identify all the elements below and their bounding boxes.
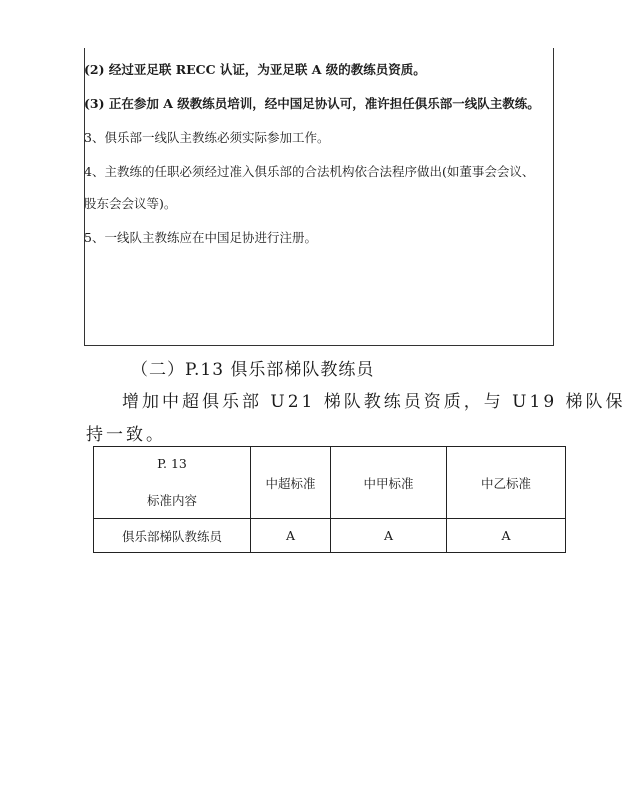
standards-table bbox=[93, 446, 566, 553]
section-heading: （二）P.13 俱乐部梯队教练员 bbox=[131, 360, 375, 380]
header-cell-cl1: 中甲标准 bbox=[331, 447, 447, 519]
row-cell-csl: A bbox=[251, 519, 331, 553]
section-paragraph-line2: 持一致。 bbox=[86, 425, 166, 445]
row-label-cell: 俱乐部梯队教练员 bbox=[94, 519, 251, 553]
requirement-rule-4: 4、主教练的任职必须经过准入俱乐部的合法机构依合法程序做出(如董事会会议、 bbox=[84, 164, 535, 179]
header-code: P. 13 bbox=[157, 456, 187, 471]
table-row bbox=[94, 519, 566, 553]
requirement-rule-3: 3、俱乐部一线队主教练必须实际参加工作。 bbox=[84, 130, 330, 145]
header-label: 标准内容 bbox=[146, 493, 197, 508]
requirement-rule-4-cont: 股东会会议等)。 bbox=[84, 196, 177, 211]
row-cell-cl2: A bbox=[447, 519, 566, 553]
header-cell-cl2: 中乙标准 bbox=[447, 447, 566, 519]
requirement-rule-5: 5、一线队主教练应在中国足协进行注册。 bbox=[84, 230, 317, 245]
requirement-item-2: (2) 经过亚足联 RECC 认证，为亚足联 A 级的教练员资质。 bbox=[84, 62, 426, 77]
header-cell-csl: 中超标准 bbox=[251, 447, 331, 519]
section-paragraph-line1: 增加中超俱乐部 U21 梯队教练员资质，与 U19 梯队保 bbox=[122, 392, 626, 412]
requirement-item-3: (3) 正在参加 A 级教练员培训，经中国足协认可，准许担任俱乐部一线队主教练。 bbox=[84, 96, 540, 111]
header-cell-content bbox=[94, 447, 251, 519]
row-cell-cl1: A bbox=[331, 519, 447, 553]
table-header-row bbox=[94, 447, 566, 519]
